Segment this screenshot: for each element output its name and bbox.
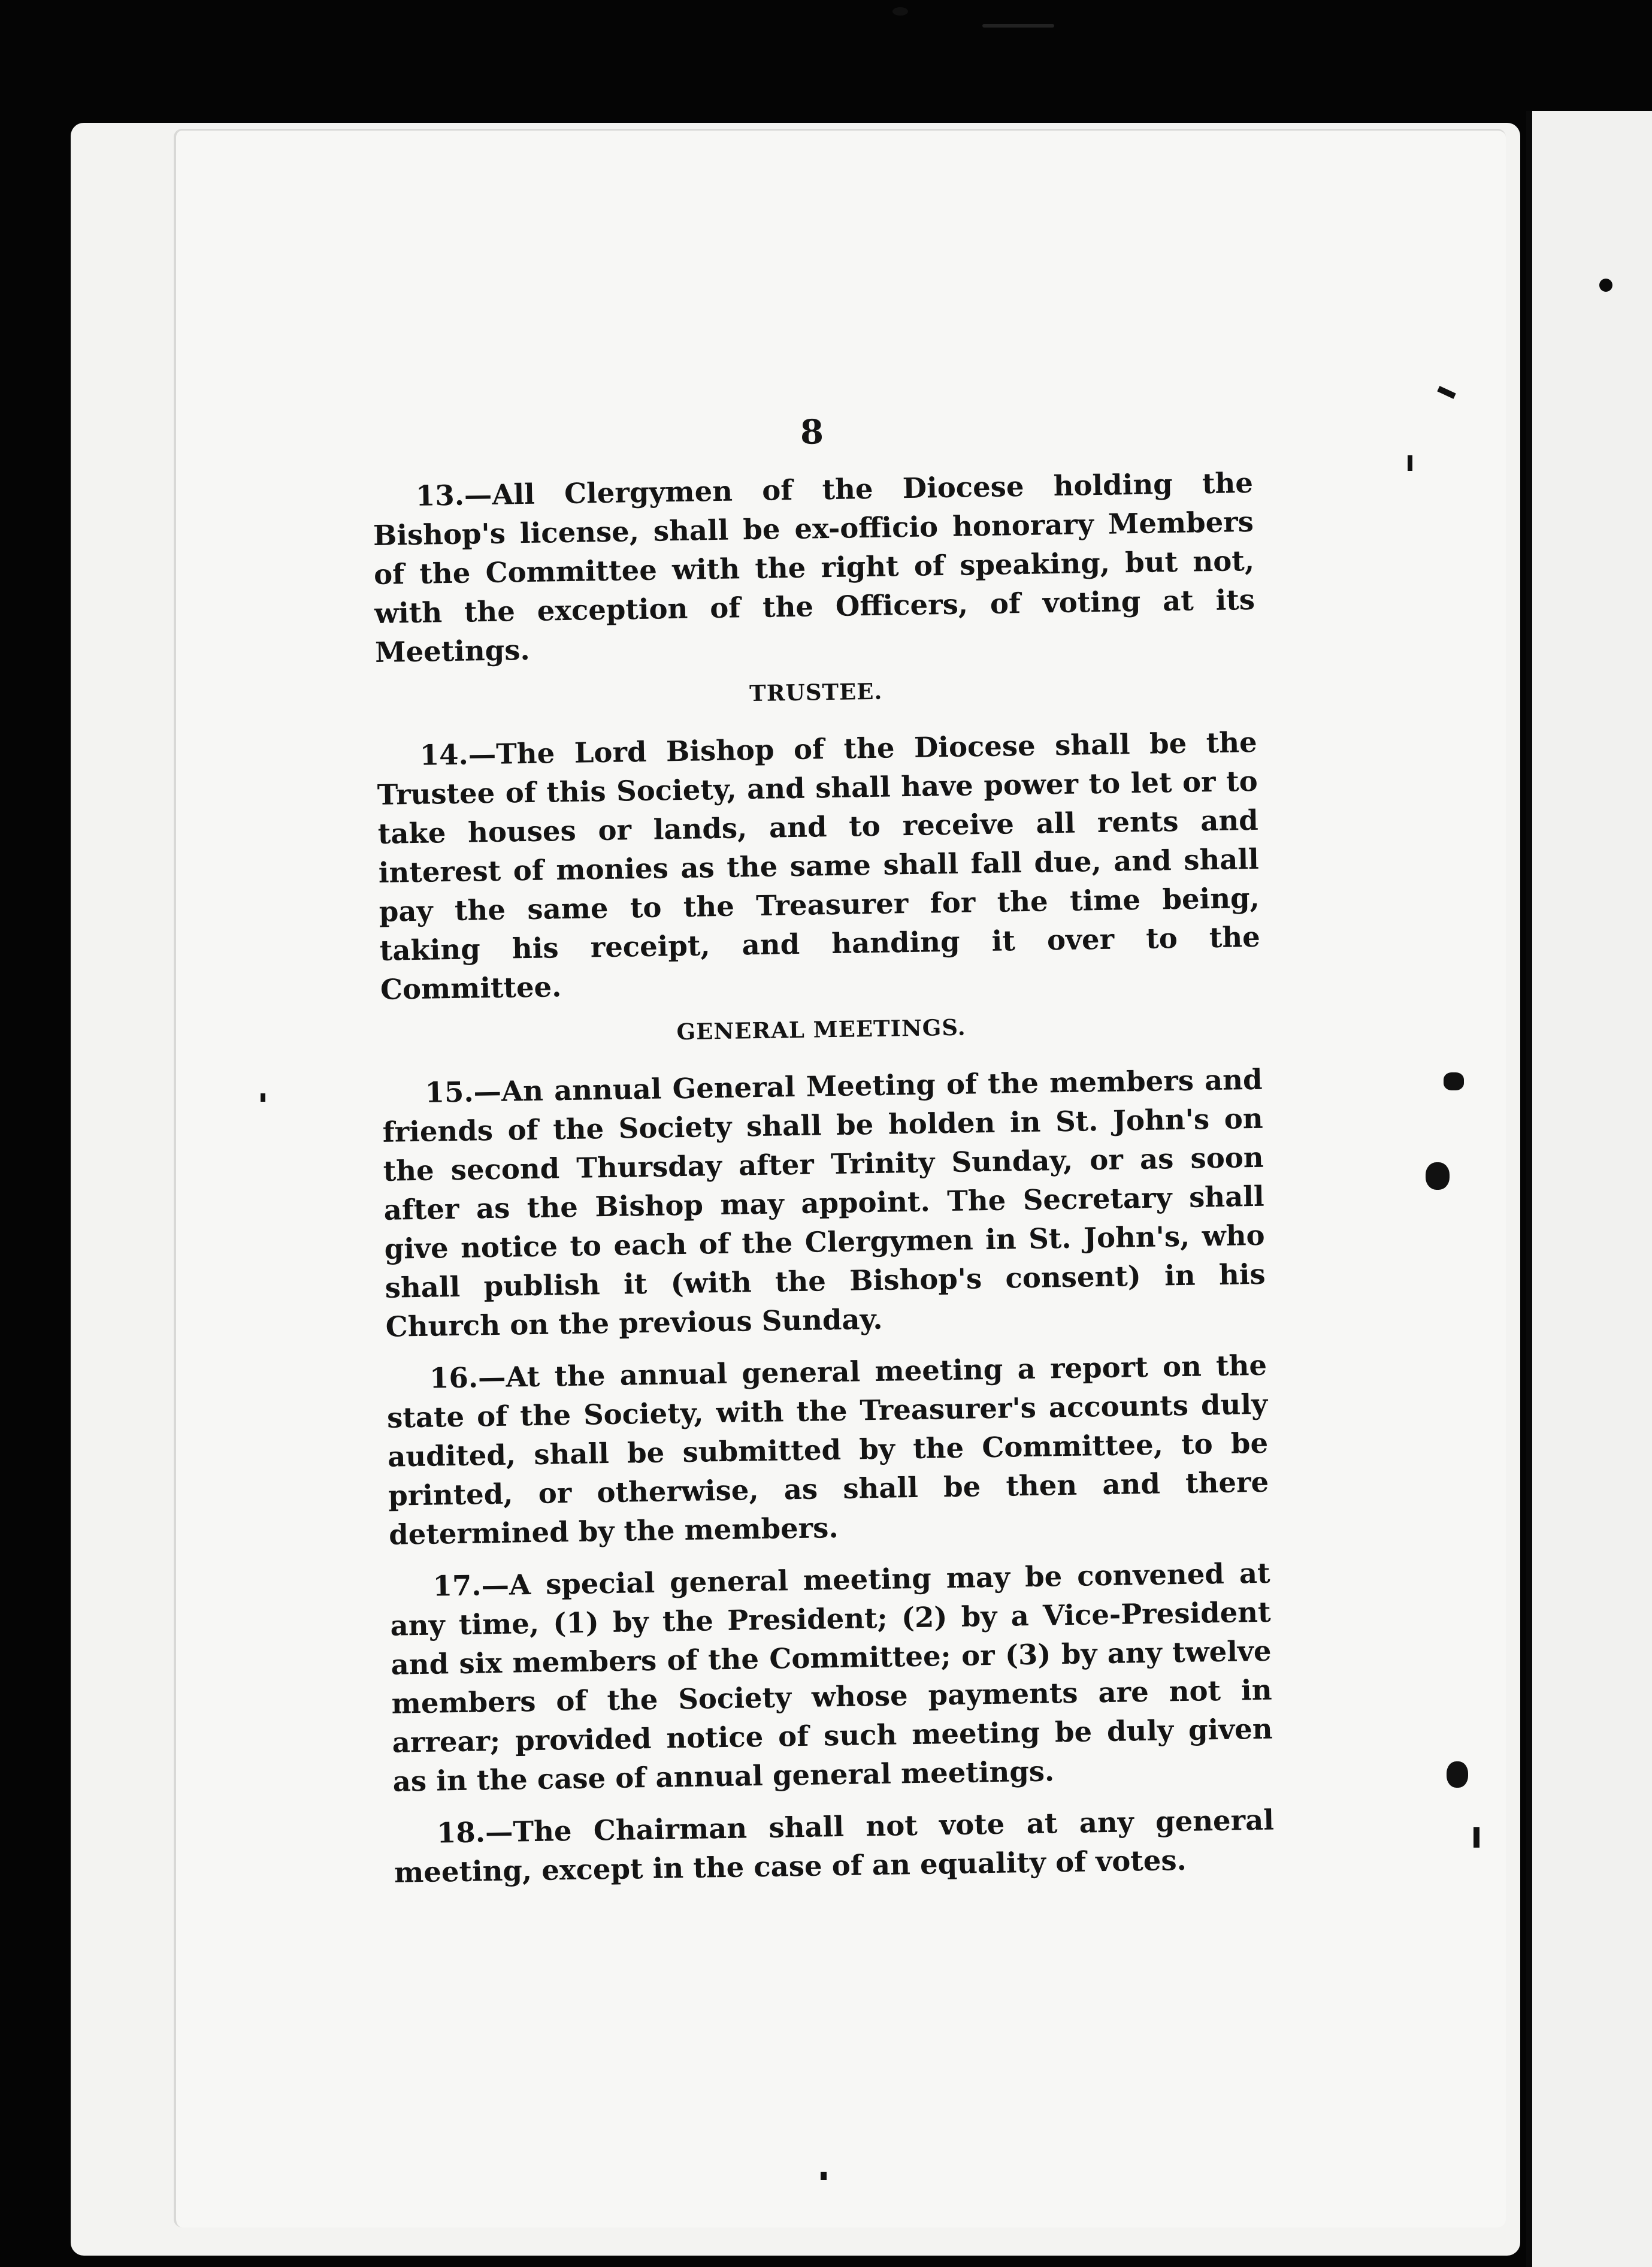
section-heading-general-meetings: GENERAL MEETINGS. xyxy=(676,1014,966,1045)
paragraph-text: —At the annual general meeting a report on the state of the Society, with the Treasurer's accounts duly audited, shall be submitted by the Committee, to be printed, or otherwise, as shall be then and there determined by the members. xyxy=(386,1348,1269,1551)
margin-mark xyxy=(1408,455,1412,471)
margin-mark xyxy=(1474,1827,1479,1848)
page-number: 8 xyxy=(800,412,824,452)
adjacent-page-edge xyxy=(1526,111,1652,2267)
scan-speck xyxy=(892,7,908,16)
paragraph-number: 14. xyxy=(419,737,469,772)
paragraph-16 xyxy=(386,1346,1270,1554)
paragraph-18 xyxy=(394,1800,1275,1892)
paragraph-text: —A special general meeting may be convened at any time, (1) by the President; (2) by a Vice-President and six members of the Committee; or (3) by any twelve members of the Society whose payments are not in arrear; provided notice of such meeting be duly given as in the case of annual general meetings. xyxy=(390,1556,1273,1798)
paragraph-15 xyxy=(382,1060,1266,1346)
margin-mark xyxy=(1447,1761,1468,1788)
margin-mark xyxy=(1444,1072,1464,1090)
paragraph-text: —The Chairman shall not vote at any general meeting, except in the case of an equality of votes. xyxy=(394,1803,1275,1889)
paragraph-number: 16. xyxy=(429,1361,479,1395)
paragraph-text: —An annual General Meeting of the members and friends of the Society shall be holden in St. John's on the second Thursday after Trinity Sunday, or as soon after as the Bishop may appoint. The Secretary shall give notice to each of the Clergymen in St. John's, who shall publish it (with the Bishop's consent) in his Church on the previous Sunday. xyxy=(382,1062,1266,1343)
scan-speck xyxy=(1599,279,1612,292)
paragraph-13 xyxy=(373,463,1256,672)
paragraph-14 xyxy=(376,723,1261,1009)
paragraph-number: 13. xyxy=(415,478,465,512)
margin-mark xyxy=(1426,1162,1450,1190)
section-heading-trustee: TRUSTEE. xyxy=(749,678,883,707)
scan-speck xyxy=(982,24,1054,28)
paragraph-number: 17. xyxy=(432,1568,482,1603)
paragraph-text: —All Clergymen of the Diocese holding the Bishop's license, shall be ex-officio honorary Members of the Committee with the right of speaking, but not, with the exception of the Officers, of voting at its Meetings. xyxy=(373,466,1255,669)
paragraph-number: 15. xyxy=(425,1075,474,1109)
paragraph-text: —The Lord Bishop of the Diocese shall be the Trustee of this Society, and shall have power to let or to take houses or lands, and to receive all rents and interest of monies as the same shall fall due, and shall pay the same to the Treasurer for the time being, taking his receipt, and handing it over to the Committee. xyxy=(377,725,1261,1006)
document-body xyxy=(371,406,1275,1905)
paragraph-number: 18. xyxy=(436,1815,486,1849)
margin-mark xyxy=(821,2172,827,2180)
paragraph-17 xyxy=(389,1553,1273,1801)
margin-mark xyxy=(261,1093,265,1102)
